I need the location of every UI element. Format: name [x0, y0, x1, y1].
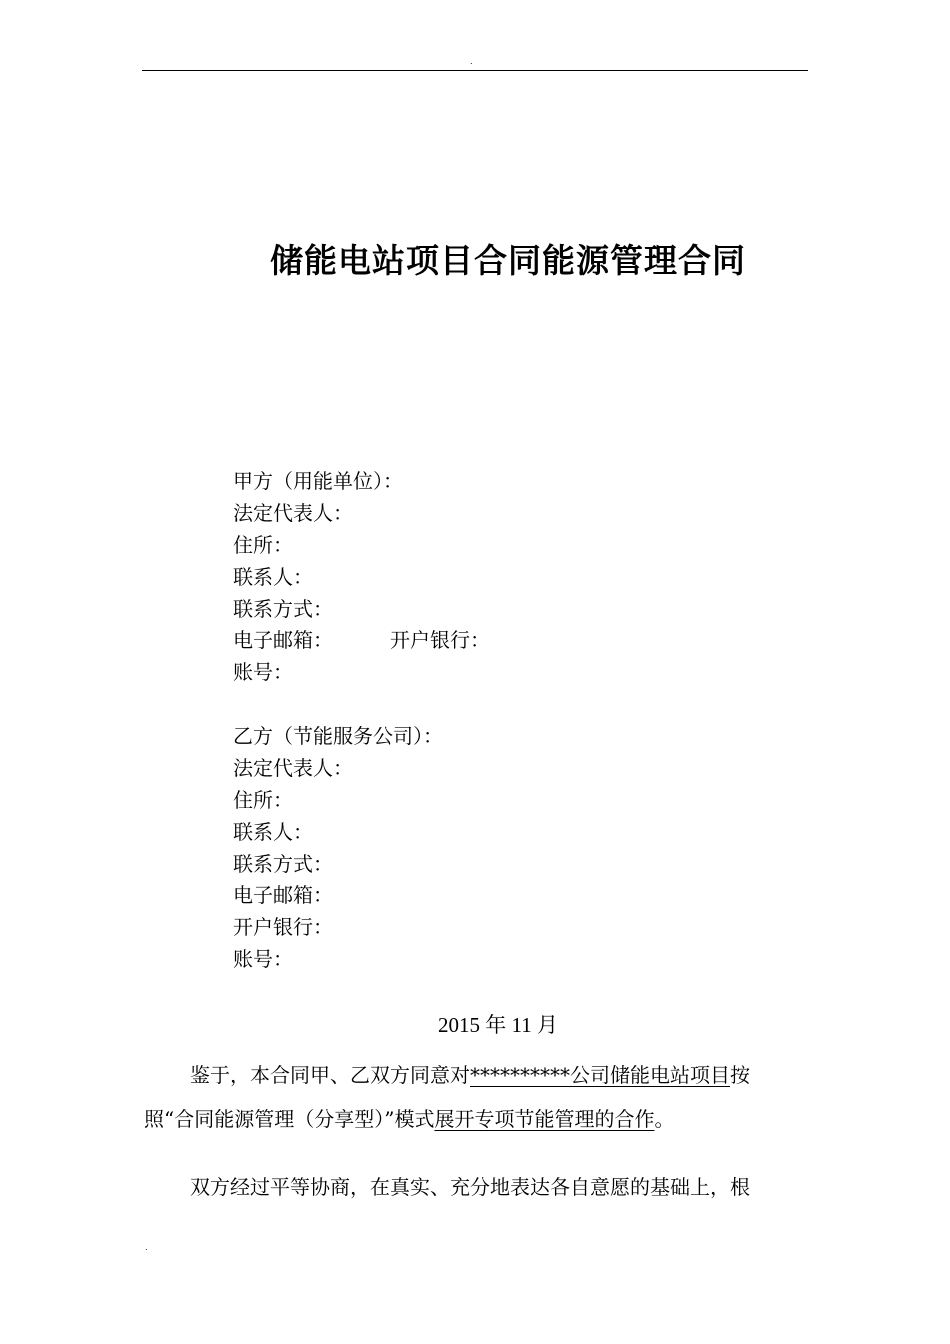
- party-b-block: [233, 721, 443, 976]
- party-a-legal-rep: 法定代表人：: [233, 500, 353, 525]
- party-a-email: 电子邮箱：: [233, 628, 333, 653]
- party-b-legal-rep: 法定代表人：: [233, 755, 353, 780]
- party-b-heading: 乙方（节能服务公司）：: [233, 724, 443, 748]
- party-b-contact: 联系人：: [233, 819, 313, 844]
- header-rule: [142, 70, 808, 71]
- footer-mark: .: [145, 1243, 148, 1252]
- recital-mid: 按: [730, 1063, 750, 1087]
- paragraph-negotiation-line-1: 双方经过平等协商，在真实、充分地表达各自意愿的基础上，根: [190, 1175, 750, 1199]
- party-a-block: [233, 466, 490, 689]
- recital-project-name: **********公司储能电站项目: [470, 1063, 730, 1087]
- document-title: 储能电站项目合同能源管理合同: [270, 241, 746, 281]
- paragraph-recital: [144, 1053, 824, 1141]
- recital-cooperation: 展开专项节能管理的合作: [434, 1107, 655, 1131]
- header-mark: .: [470, 57, 473, 66]
- party-a-heading: 甲方（用能单位）：: [233, 469, 403, 493]
- party-b-email: 电子邮箱：: [233, 883, 333, 908]
- contract-date: 2015 年 11 月: [438, 1013, 558, 1037]
- recital-pre: 鉴于，本合同甲、乙双方同意对: [190, 1063, 470, 1087]
- party-b-contact-method: 联系方式：: [233, 851, 333, 876]
- party-a-address: 住所：: [233, 532, 293, 557]
- party-a-email-row: [233, 625, 490, 657]
- party-b-account: 账号：: [233, 947, 293, 972]
- party-b-bank: 开户银行：: [233, 915, 333, 940]
- paragraph-recital-line-1: [144, 1053, 824, 1097]
- recital-end: 。: [654, 1107, 675, 1131]
- paragraph-recital-line-2: [144, 1097, 824, 1141]
- recital-mode: 照“合同能源管理（分享型）”模式: [144, 1107, 435, 1131]
- party-a-account: 账号：: [233, 660, 293, 685]
- party-a-contact: 联系人：: [233, 564, 313, 589]
- party-b-address: 住所：: [233, 787, 293, 812]
- party-a-contact-method: 联系方式：: [233, 596, 333, 621]
- paragraph-negotiation: [144, 1165, 824, 1209]
- party-a-bank: 开户银行：: [390, 628, 490, 653]
